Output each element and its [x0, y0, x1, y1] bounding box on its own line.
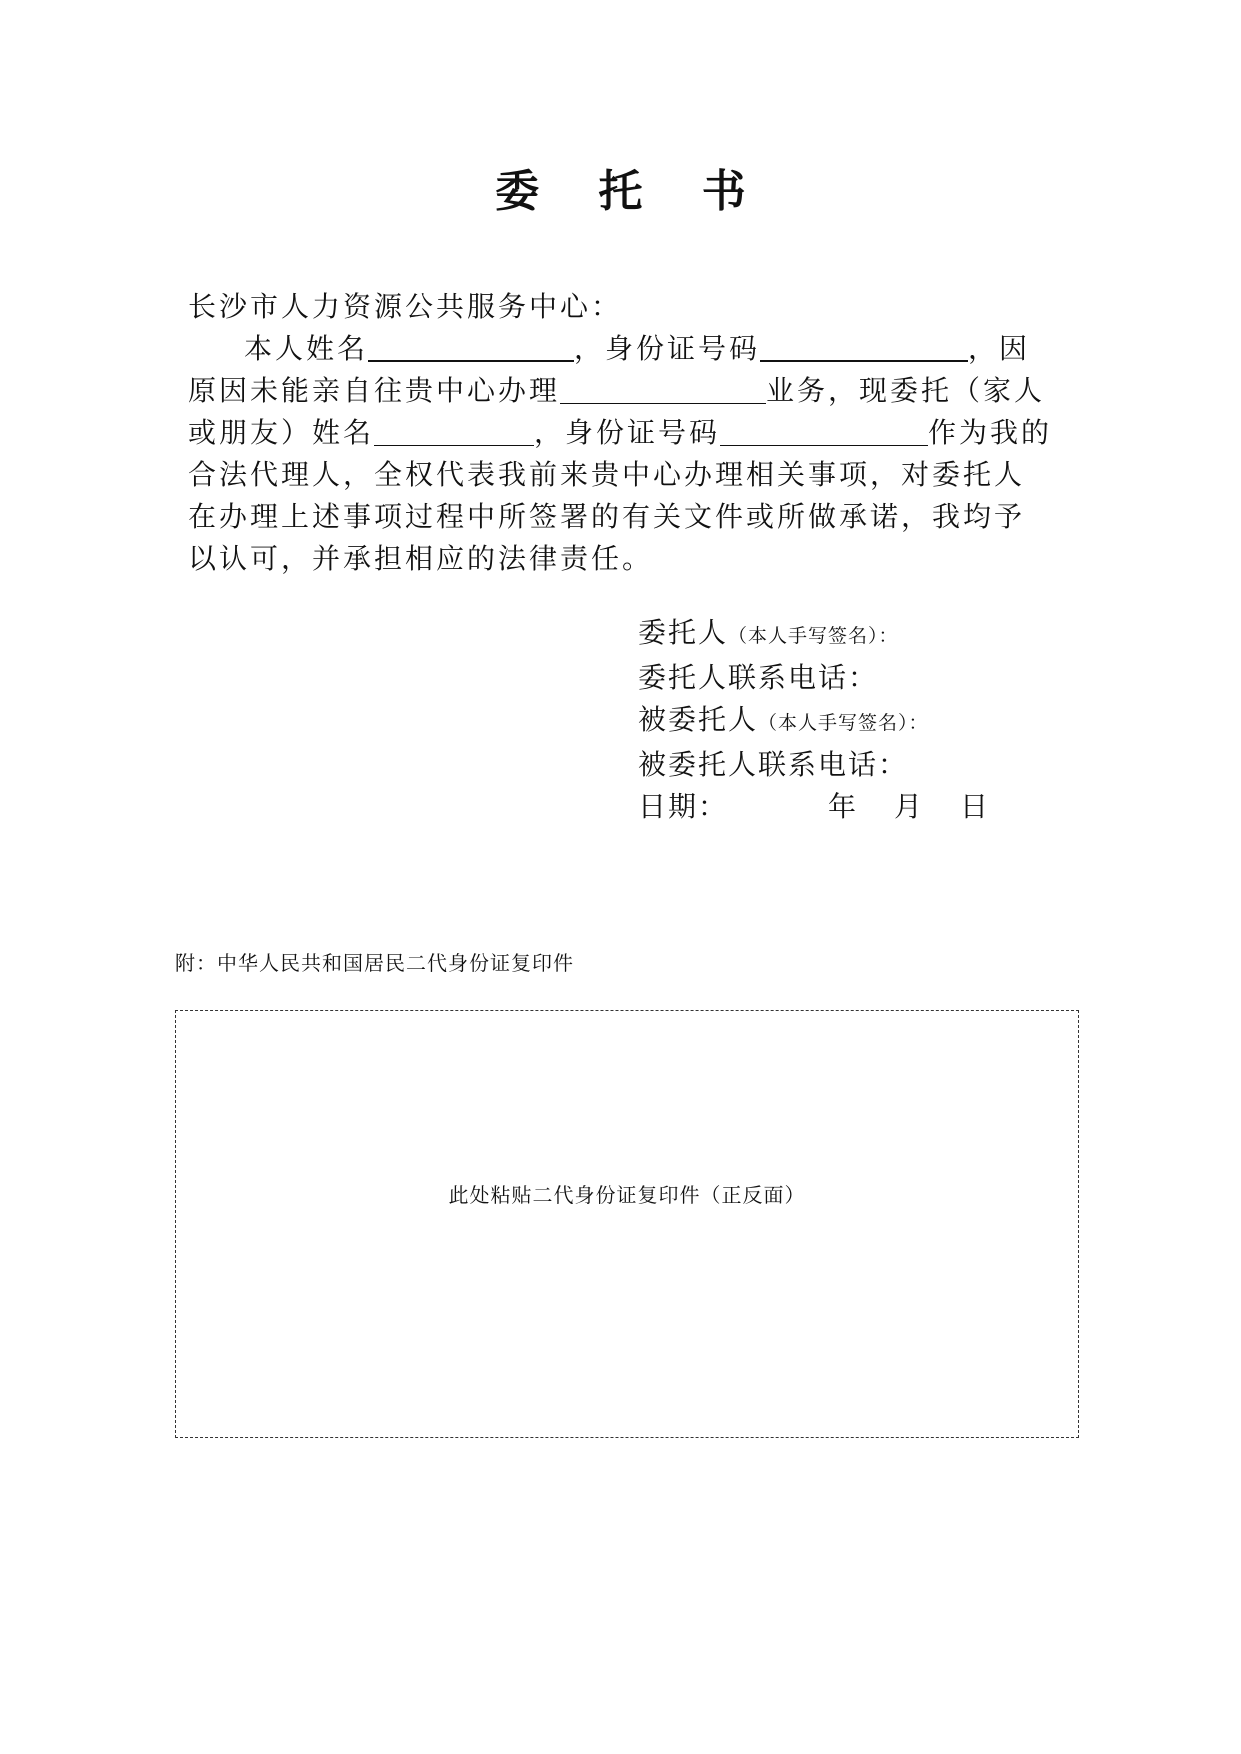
signature-block [638, 612, 990, 828]
principal-signature-label: 委托人 [638, 616, 729, 649]
principal-name-field[interactable] [368, 330, 574, 362]
reason-label: ，因 [968, 332, 1031, 365]
agent-signature-line [638, 699, 990, 744]
date-line [638, 786, 990, 828]
authorization-scope-text: 理人，全权代表我前来贵中心办理相关事项，对委托人在办理上述事项过程中所签署的有关文件或所做承诺，我均予以认可，并承担相应的法律责任。 [188, 458, 1026, 575]
recipient-line: 长沙市人力资源公共服务中心： [188, 290, 623, 323]
principal-signature-line [638, 612, 990, 657]
agent-name-field[interactable] [374, 415, 534, 446]
agent-name-label: 友）姓名 [250, 416, 375, 449]
principal-id-label: ，身份证号码 [574, 332, 761, 365]
date-label: 日期： [638, 790, 729, 823]
attachment-note: 附：中华人民共和国居民二代身份证复印件 [175, 951, 574, 975]
agent-phone-line: 被委托人联系电话： [638, 748, 909, 781]
business-field[interactable] [560, 373, 766, 404]
principal-phone-line: 委托人联系电话： [638, 661, 879, 694]
agent-id-label: ，身份证号码 [534, 416, 721, 449]
agent-relation-label: 业务，现委托（家人或朋 [188, 374, 1046, 449]
agent-signature-label: 被委托人 [638, 703, 759, 736]
principal-id-field[interactable] [760, 330, 968, 362]
agent-role-text: 作为我的合法代 [188, 416, 1053, 491]
principal-name-label: 本人姓名 [244, 332, 369, 365]
date-year: 年 [828, 790, 859, 823]
principal-signature-note: （本人手写签名）： [728, 625, 899, 647]
document-title: 委 托 书 [495, 166, 768, 217]
date-month: 月 [894, 790, 925, 823]
paste-area-label: 此处粘贴二代身份证复印件（正反面） [448, 1183, 806, 1207]
authorization-text [188, 286, 1053, 580]
authorization-paragraph [188, 328, 1053, 580]
agent-id-field[interactable] [720, 415, 928, 446]
agent-signature-note: （本人手写签名）： [758, 712, 929, 734]
date-day: 日 [960, 790, 991, 823]
business-label: 原因未能亲自往贵中心办理 [188, 374, 561, 407]
id-copy-paste-area [175, 1010, 1079, 1438]
